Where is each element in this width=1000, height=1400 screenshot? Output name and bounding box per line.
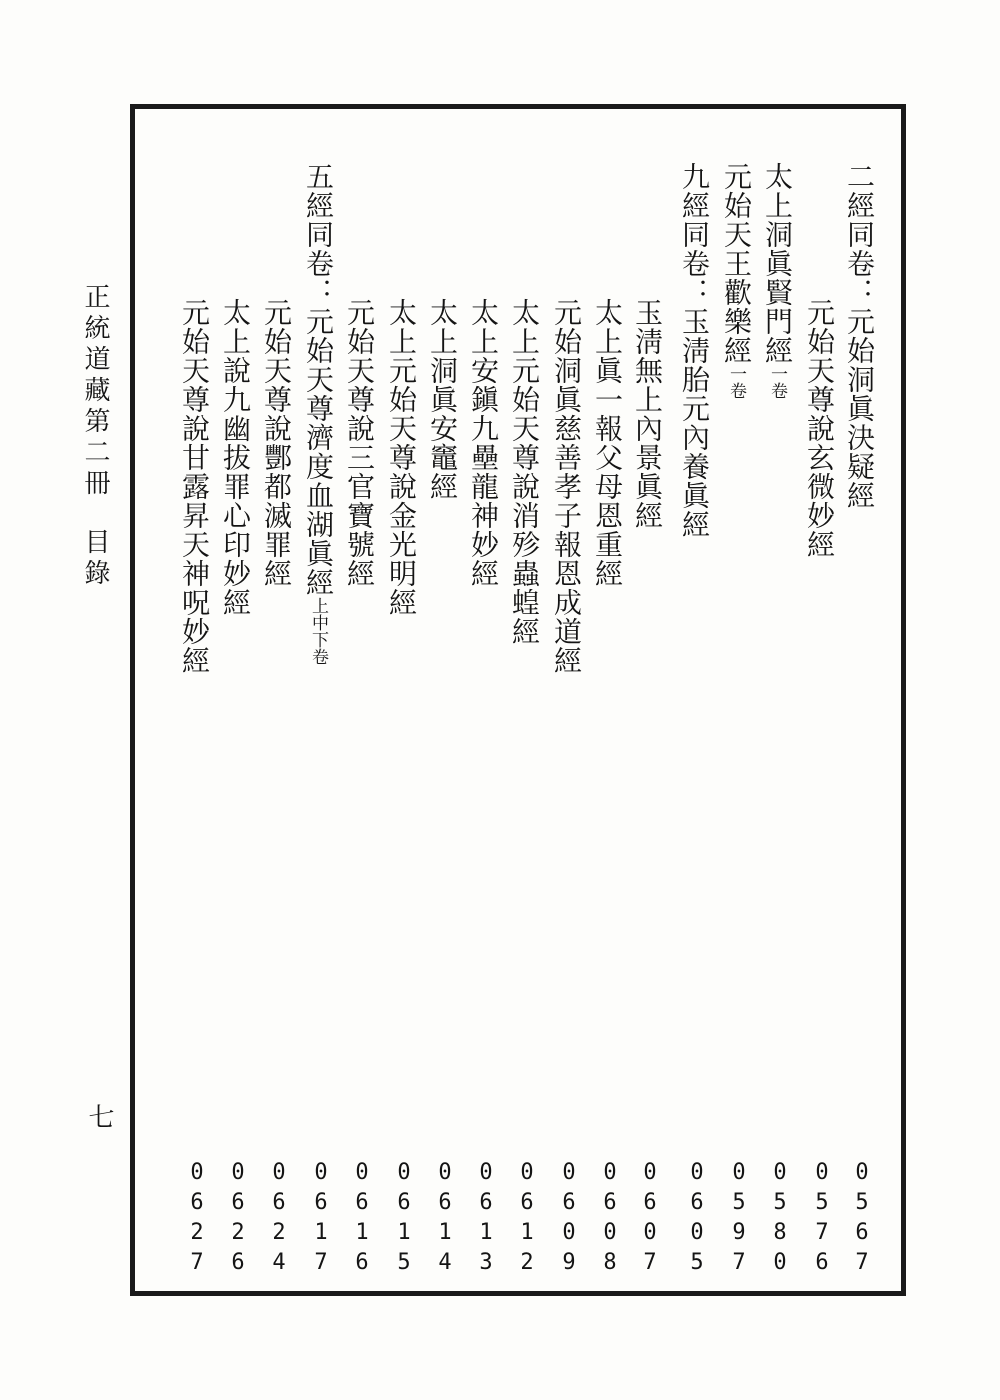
entry-page-number — [763, 1158, 797, 1278]
entry-page-number — [722, 1158, 756, 1278]
entry-text — [467, 298, 500, 588]
entry-page — [180, 1158, 214, 1278]
entry-page — [805, 1158, 839, 1278]
page-digit: 6 — [438, 1190, 452, 1215]
page-digit: 1 — [520, 1220, 534, 1245]
page-digit: 6 — [272, 1190, 286, 1215]
entry-title: 元始天尊說三官寶號經 — [343, 298, 376, 588]
entry-title: 太上安鎭九壘龍神妙經 — [467, 298, 500, 588]
page-digit: 7 — [314, 1250, 328, 1275]
entry-page-number — [428, 1158, 462, 1278]
page-digit: 0 — [438, 1160, 452, 1185]
page-digit: 5 — [732, 1190, 746, 1215]
entry-page-number — [633, 1158, 667, 1278]
entry-text — [678, 162, 711, 539]
entry-title: 元始天尊說甘露昇天神呪妙經 — [178, 298, 211, 675]
group-heading: 九經同卷： — [678, 162, 711, 307]
page-digit: 6 — [479, 1190, 493, 1215]
page-digit: 0 — [562, 1160, 576, 1185]
page-digit: 7 — [855, 1250, 869, 1275]
entry-title: 元始天王歡樂經 — [720, 162, 753, 365]
page-digit: 4 — [272, 1250, 286, 1275]
entry-note: 一卷 — [767, 365, 787, 399]
entry-page-number — [552, 1158, 586, 1278]
entry-text — [178, 298, 211, 675]
page-digit: 2 — [190, 1220, 204, 1245]
entry-title: 玉淸胎元內養眞經 — [678, 307, 711, 539]
entry-text — [385, 298, 418, 617]
entry-text — [508, 298, 541, 646]
entry-title: 太上洞眞安竈經 — [426, 298, 459, 501]
page-digit: 5 — [397, 1250, 411, 1275]
entry-page — [262, 1158, 296, 1278]
page-digit: 0 — [690, 1160, 704, 1185]
entry-page — [304, 1158, 338, 1278]
entry-title: 元始天尊濟度血湖眞經 — [302, 307, 335, 597]
page-digit: 5 — [855, 1190, 869, 1215]
page-digit: 0 — [690, 1220, 704, 1245]
page-digit: 0 — [603, 1160, 617, 1185]
entry-text — [426, 298, 459, 501]
entry-page — [387, 1158, 421, 1278]
entry-note: 上中下卷 — [308, 597, 328, 665]
page-digit: 5 — [773, 1190, 787, 1215]
entry-title: 太上洞眞賢門經 — [761, 162, 794, 365]
entry-title: 太上眞一報父母恩重經 — [591, 298, 624, 588]
page-digit: 6 — [355, 1250, 369, 1275]
page-digit: 0 — [643, 1160, 657, 1185]
entry-page-number — [387, 1158, 421, 1278]
page-digit: 1 — [355, 1220, 369, 1245]
entry-note: 一卷 — [726, 365, 746, 399]
entry-page — [345, 1158, 379, 1278]
page-digit: 2 — [520, 1250, 534, 1275]
entry-page — [680, 1158, 714, 1278]
page-digit: 6 — [690, 1190, 704, 1215]
page-digit: 0 — [479, 1160, 493, 1185]
page-digit: 0 — [231, 1160, 245, 1185]
section-name: 目錄 — [80, 528, 110, 590]
entry-page — [510, 1158, 544, 1278]
entry-page — [763, 1158, 797, 1278]
entry-page-number — [593, 1158, 627, 1278]
page-digit: 2 — [231, 1220, 245, 1245]
page-digit: 6 — [314, 1190, 328, 1215]
entry-page-number — [510, 1158, 544, 1278]
page-digit: 0 — [397, 1160, 411, 1185]
page-digit: 6 — [562, 1190, 576, 1215]
entry-page-number — [805, 1158, 839, 1278]
page-digit: 9 — [562, 1250, 576, 1275]
page-digit: 0 — [272, 1160, 286, 1185]
page-digit: 6 — [603, 1190, 617, 1215]
page-digit: 6 — [190, 1190, 204, 1215]
page-digit: 5 — [690, 1250, 704, 1275]
entry-page-number — [680, 1158, 714, 1278]
entry-text — [260, 298, 293, 588]
entry-page — [469, 1158, 503, 1278]
entry-page-number — [469, 1158, 503, 1278]
entry-title: 元始天尊說酆都滅罪經 — [260, 298, 293, 588]
entry-page-number — [262, 1158, 296, 1278]
page-digit: 2 — [272, 1220, 286, 1245]
entry-title: 元始洞眞決疑經 — [843, 307, 876, 510]
entry-text — [343, 298, 376, 588]
entry-title: 太上元始天尊說消殄蟲蝗經 — [508, 298, 541, 646]
page-digit: 6 — [520, 1190, 534, 1215]
entry-text — [550, 298, 583, 675]
page-digit: 0 — [190, 1160, 204, 1185]
entry-page — [593, 1158, 627, 1278]
volume-title — [82, 283, 108, 590]
entry-text — [591, 298, 624, 588]
page-digit: 6 — [855, 1220, 869, 1245]
entry-title: 元始洞眞慈善孝子報恩成道經 — [550, 298, 583, 675]
entry-page-number — [221, 1158, 255, 1278]
entry-title: 太上說九幽拔罪心印妙經 — [219, 298, 252, 617]
entry-page — [552, 1158, 586, 1278]
page-digit: 0 — [855, 1160, 869, 1185]
entry-text — [720, 162, 753, 399]
page-digit: 1 — [314, 1220, 328, 1245]
page-digit: 7 — [732, 1250, 746, 1275]
page-digit: 6 — [231, 1250, 245, 1275]
entry-page-number — [180, 1158, 214, 1278]
entry-page — [221, 1158, 255, 1278]
page-digit: 8 — [603, 1250, 617, 1275]
entry-page — [722, 1158, 756, 1278]
entry-text — [803, 298, 836, 559]
page-digit: 7 — [643, 1250, 657, 1275]
page-digit: 0 — [314, 1160, 328, 1185]
page-digit: 0 — [520, 1160, 534, 1185]
page-digit: 0 — [732, 1160, 746, 1185]
page-digit: 5 — [815, 1190, 829, 1215]
volume-name: 正統道藏第二冊 — [80, 283, 110, 500]
entry-page-number — [345, 1158, 379, 1278]
page-digit: 6 — [643, 1190, 657, 1215]
page-digit: 1 — [438, 1220, 452, 1245]
entry-text — [302, 162, 335, 665]
page-digit: 0 — [603, 1220, 617, 1245]
entry-text — [219, 298, 252, 617]
entry-text — [843, 162, 876, 510]
page-digit: 6 — [815, 1250, 829, 1275]
group-heading: 二經同卷： — [843, 162, 876, 307]
entry-page — [633, 1158, 667, 1278]
entry-text — [631, 298, 664, 530]
page-digit: 0 — [773, 1250, 787, 1275]
page-digit: 4 — [438, 1250, 452, 1275]
page-digit: 0 — [773, 1160, 787, 1185]
page-digit: 6 — [355, 1190, 369, 1215]
page-digit: 1 — [479, 1220, 493, 1245]
page-digit: 9 — [732, 1220, 746, 1245]
page-digit: 6 — [231, 1190, 245, 1215]
entry-title: 太上元始天尊說金光明經 — [385, 298, 418, 617]
page-digit: 0 — [562, 1220, 576, 1245]
page-digit: 0 — [815, 1160, 829, 1185]
page-digit: 6 — [397, 1190, 411, 1215]
entry-page — [845, 1158, 879, 1278]
page-digit: 7 — [815, 1220, 829, 1245]
page-digit: 0 — [643, 1220, 657, 1245]
group-heading: 五經同卷： — [302, 162, 335, 307]
entry-text — [761, 162, 794, 399]
entry-title: 元始天尊說玄微妙經 — [803, 298, 836, 559]
page-digit: 1 — [397, 1220, 411, 1245]
entry-title: 玉淸無上內景眞經 — [631, 298, 664, 530]
page-digit: 0 — [355, 1160, 369, 1185]
entry-page — [428, 1158, 462, 1278]
entry-page-number — [304, 1158, 338, 1278]
page-digit: 8 — [773, 1220, 787, 1245]
page-number: 七 — [84, 1103, 114, 1129]
page-digit: 7 — [190, 1250, 204, 1275]
entry-page-number — [845, 1158, 879, 1278]
page-digit: 3 — [479, 1250, 493, 1275]
